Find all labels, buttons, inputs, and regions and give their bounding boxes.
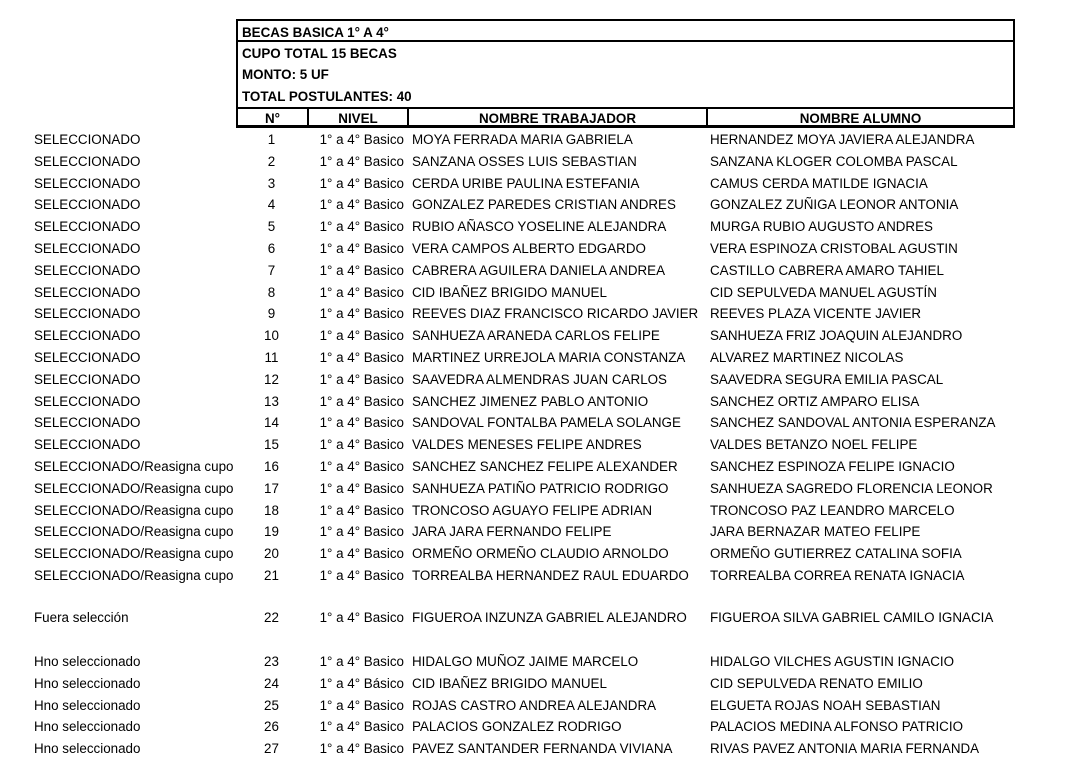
table-row (0, 325, 1083, 346)
row-trabajador: CERDA URIBE PAULINA ESTEFANIA (412, 175, 640, 191)
row-number: 6 (267, 241, 276, 256)
row-trabajador: RUBIO AÑASCO YOSELINE ALEJANDRA (412, 219, 667, 235)
row-trabajador: TRONCOSO AGUAYO FELIPE ADRIAN (412, 502, 653, 518)
title-divider (236, 40, 1015, 42)
row-alumno: SANCHEZ ESPINOZA FELIPE IGNACIO (710, 459, 955, 474)
table-row (0, 412, 1083, 433)
table-row (0, 391, 1083, 412)
col-header-alumno: NOMBRE ALUMNO (706, 107, 1015, 128)
row-alumno: SANHUEZA SAGREDO FLORENCIA LEONOR (710, 480, 993, 496)
table-row (0, 456, 1083, 477)
row-trabajador: SANCHEZ SANCHEZ FELIPE ALEXANDER (412, 459, 678, 474)
table-row (0, 151, 1083, 172)
row-alumno: CAMUS CERDA MATILDE IGNACIA (710, 175, 928, 191)
total-postulantes: TOTAL POSTULANTES: 40 (242, 89, 412, 104)
row-status: Hno seleccionado (34, 741, 141, 757)
row-alumno: SANZANA KLOGER COLOMBA PASCAL (710, 153, 958, 169)
row-status: SELECCIONADO (34, 219, 141, 235)
row-status: SELECCIONADO (34, 437, 141, 453)
table-row (0, 500, 1083, 521)
row-status: Hno seleccionado (34, 675, 141, 691)
table-row (0, 521, 1083, 542)
table-row (0, 194, 1083, 215)
table-row (0, 478, 1083, 499)
row-nivel: 1° a 4° Basico (319, 524, 404, 540)
row-alumno: PALACIOS MEDINA ALFONSO PATRICIO (710, 719, 963, 735)
row-number: 15 (264, 437, 279, 453)
row-nivel: 1° a 4° Basico (319, 153, 404, 169)
row-nivel: 1° a 4° Basico (319, 393, 404, 409)
row-trabajador: VERA CAMPOS ALBERTO EDGARDO (412, 241, 646, 256)
row-nivel: 1° a 4° Basico (319, 610, 404, 625)
row-nivel: 1° a 4° Basico (319, 219, 404, 235)
row-number: 10 (264, 328, 279, 344)
row-trabajador: SANHUEZA ARANEDA CARLOS FELIPE (412, 328, 660, 344)
row-number: 17 (264, 480, 279, 496)
row-alumno: ELGUETA ROJAS NOAH SEBASTIAN (710, 697, 941, 713)
row-number: 8 (267, 284, 276, 300)
row-alumno: ALVAREZ MARTINEZ NICOLAS (710, 350, 904, 365)
row-trabajador: SANHUEZA PATIÑO PATRICIO RODRIGO (412, 480, 669, 496)
row-trabajador: GONZALEZ PAREDES CRISTIAN ANDRES (412, 197, 676, 213)
row-alumno: SANHUEZA FRIZ JOAQUIN ALEJANDRO (710, 328, 963, 344)
table-row (0, 173, 1083, 194)
row-trabajador: VALDES MENESES FELIPE ANDRES (412, 437, 642, 453)
row-status: Hno seleccionado (34, 719, 141, 735)
row-nivel: 1° a 4° Basico (319, 262, 404, 278)
row-number: 11 (264, 350, 279, 365)
row-trabajador: ORMEÑO ORMEÑO CLAUDIO ARNOLDO (412, 546, 669, 562)
table-row (0, 673, 1083, 694)
row-nivel: 1° a 4° Basico (319, 241, 404, 256)
row-alumno: TORREALBA CORREA RENATA IGNACIA (710, 568, 965, 583)
row-number: 7 (267, 262, 276, 278)
table-row (0, 651, 1083, 672)
row-nivel: 1° a 4° Basico (319, 371, 404, 387)
row-alumno: JARA BERNAZAR MATEO FELIPE (710, 524, 921, 540)
table-row (0, 216, 1083, 237)
table-row (0, 434, 1083, 455)
row-number: 14 (264, 415, 279, 431)
row-number: 4 (267, 197, 276, 213)
row-status: SELECCIONADO (34, 132, 141, 147)
table-row (0, 738, 1083, 759)
row-status: SELECCIONADO (34, 284, 141, 300)
table-row (0, 303, 1083, 324)
row-nivel: 1° a 4° Basico (319, 350, 404, 365)
row-status: SELECCIONADO (34, 415, 141, 431)
row-alumno: TRONCOSO PAZ LEANDRO MARCELO (710, 502, 955, 518)
row-trabajador: SANCHEZ JIMENEZ PABLO ANTONIO (412, 393, 649, 409)
row-trabajador: PALACIOS GONZALEZ RODRIGO (412, 719, 622, 735)
row-trabajador: SAAVEDRA ALMENDRAS JUAN CARLOS (412, 371, 667, 387)
table-row (0, 369, 1083, 390)
row-number: 16 (264, 459, 279, 474)
row-number: 27 (264, 741, 279, 757)
cupo-total: CUPO TOTAL 15 BECAS (242, 46, 397, 61)
row-alumno: CID SEPULVEDA MANUEL AGUSTÍN (710, 284, 937, 300)
row-nivel: 1° a 4° Basico (319, 480, 404, 496)
row-trabajador: CID IBAÑEZ BRIGIDO MANUEL (412, 675, 607, 691)
row-trabajador: SANZANA OSSES LUIS SEBASTIAN (412, 153, 637, 169)
row-nivel: 1° a 4° Basico (319, 741, 404, 757)
row-nivel: 1° a 4° Basico (319, 502, 404, 518)
row-alumno: REEVES PLAZA VICENTE JAVIER (710, 306, 922, 322)
row-status: SELECCIONADO/Reasigna cupo (34, 568, 234, 583)
row-number: 18 (264, 502, 279, 518)
col-header-num: N° (236, 107, 309, 128)
row-trabajador: PAVEZ SANTANDER FERNANDA VIVIANA (412, 741, 673, 757)
row-status: SELECCIONADO/Reasigna cupo (34, 524, 234, 540)
row-nivel: 1° a 4° Basico (319, 437, 404, 453)
row-alumno: FIGUEROA SILVA GABRIEL CAMILO IGNACIA (710, 610, 994, 625)
row-status: SELECCIONADO/Reasigna cupo (34, 480, 234, 496)
row-number: 26 (264, 719, 279, 735)
row-alumno: VERA ESPINOZA CRISTOBAL AGUSTIN (710, 241, 958, 256)
row-nivel: 1° a 4° Basico (319, 459, 404, 474)
row-nivel: 1° a 4° Basico (319, 132, 404, 147)
col-header-trabajador: NOMBRE TRABAJADOR (407, 107, 708, 128)
row-status: SELECCIONADO (34, 393, 141, 409)
row-nivel: 1° a 4° Basico (319, 175, 404, 191)
row-number: 23 (264, 654, 279, 669)
row-number: 1 (267, 132, 276, 147)
row-trabajador: TORREALBA HERNANDEZ RAUL EDUARDO (412, 568, 689, 583)
row-number: 25 (264, 697, 279, 713)
col-header-nivel: NIVEL (307, 107, 409, 128)
row-number: 5 (267, 219, 276, 235)
row-nivel: 1° a 4° Basico (319, 306, 404, 322)
row-trabajador: CABRERA AGUILERA DANIELA ANDREA (412, 262, 666, 278)
row-status: Hno seleccionado (34, 697, 141, 713)
row-trabajador: MARTINEZ URREJOLA MARIA CONSTANZA (412, 350, 686, 365)
table-row (0, 347, 1083, 368)
row-status: Hno seleccionado (34, 654, 141, 669)
row-alumno: CID SEPULVEDA RENATO EMILIO (710, 675, 923, 691)
row-nivel: 1° a 4° Basico (319, 328, 404, 344)
row-status: Fuera selección (34, 610, 129, 625)
row-nivel: 1° a 4° Basico (319, 415, 404, 431)
row-alumno: GONZALEZ ZUÑIGA LEONOR ANTONIA (710, 197, 959, 213)
row-trabajador: HIDALGO MUÑOZ JAIME MARCELO (412, 654, 639, 669)
row-alumno: SANCHEZ SANDOVAL ANTONIA ESPERANZA (710, 415, 996, 431)
row-alumno: SANCHEZ ORTIZ AMPARO ELISA (710, 393, 920, 409)
row-number: 13 (264, 393, 279, 409)
row-status: SELECCIONADO/Reasigna cupo (34, 459, 234, 474)
row-status: SELECCIONADO (34, 371, 141, 387)
table-row (0, 607, 1083, 628)
row-nivel: 1° a 4° Básico (319, 675, 404, 691)
sheet-title: BECAS BASICA 1° A 4° (242, 25, 389, 40)
table-row (0, 260, 1083, 281)
table-row (0, 238, 1083, 259)
row-nivel: 1° a 4° Basico (319, 697, 404, 713)
row-number: 12 (264, 371, 279, 387)
row-nivel: 1° a 4° Basico (319, 546, 404, 562)
row-status: SELECCIONADO (34, 262, 141, 278)
table-row (0, 565, 1083, 586)
row-alumno: CASTILLO CABRERA AMARO TAHIEL (710, 262, 944, 278)
row-alumno: RIVAS PAVEZ ANTONIA MARIA FERNANDA (710, 741, 980, 757)
row-alumno: MURGA RUBIO AUGUSTO ANDRES (710, 219, 933, 235)
row-status: SELECCIONADO (34, 175, 141, 191)
table-row (0, 543, 1083, 564)
row-alumno: HIDALGO VILCHES AGUSTIN IGNACIO (710, 654, 955, 669)
row-nivel: 1° a 4° Basico (319, 719, 404, 735)
table-row (0, 695, 1083, 716)
row-number: 21 (264, 568, 279, 583)
monto: MONTO: 5 UF (242, 67, 329, 82)
row-trabajador: SANDOVAL FONTALBA PAMELA SOLANGE (412, 415, 681, 431)
row-trabajador: JARA JARA FERNANDO FELIPE (412, 524, 612, 540)
row-status: SELECCIONADO (34, 153, 141, 169)
row-status: SELECCIONADO (34, 350, 141, 365)
row-trabajador: REEVES DIAZ FRANCISCO RICARDO JAVIER (412, 306, 699, 322)
row-alumno: VALDES BETANZO NOEL FELIPE (710, 437, 918, 453)
row-status: SELECCIONADO (34, 241, 141, 256)
row-nivel: 1° a 4° Basico (319, 654, 404, 669)
row-trabajador: FIGUEROA INZUNZA GABRIEL ALEJANDRO (412, 610, 687, 625)
row-number: 22 (264, 610, 279, 625)
row-trabajador: MOYA FERRADA MARIA GABRIELA (412, 132, 633, 147)
row-number: 9 (267, 306, 276, 322)
row-status: SELECCIONADO (34, 306, 141, 322)
row-alumno: HERNANDEZ MOYA JAVIERA ALEJANDRA (710, 132, 975, 147)
row-trabajador: CID IBAÑEZ BRIGIDO MANUEL (412, 284, 607, 300)
row-alumno: SAAVEDRA SEGURA EMILIA PASCAL (710, 371, 944, 387)
row-status: SELECCIONADO (34, 197, 141, 213)
row-number: 19 (264, 524, 279, 540)
row-status: SELECCIONADO (34, 328, 141, 344)
row-number: 2 (267, 153, 276, 169)
row-number: 20 (264, 546, 279, 562)
table-row (0, 716, 1083, 737)
row-trabajador: ROJAS CASTRO ANDREA ALEJANDRA (412, 697, 657, 713)
row-nivel: 1° a 4° Basico (319, 197, 404, 213)
row-number: 3 (267, 175, 276, 191)
row-status: SELECCIONADO/Reasigna cupo (34, 502, 234, 518)
row-status: SELECCIONADO/Reasigna cupo (34, 546, 234, 562)
row-alumno: ORMEÑO GUTIERREZ CATALINA SOFIA (710, 546, 962, 562)
table-row (0, 282, 1083, 303)
table-row (0, 129, 1083, 150)
row-number: 24 (264, 675, 279, 691)
row-nivel: 1° a 4° Basico (319, 568, 404, 583)
row-nivel: 1° a 4° Basico (319, 284, 404, 300)
